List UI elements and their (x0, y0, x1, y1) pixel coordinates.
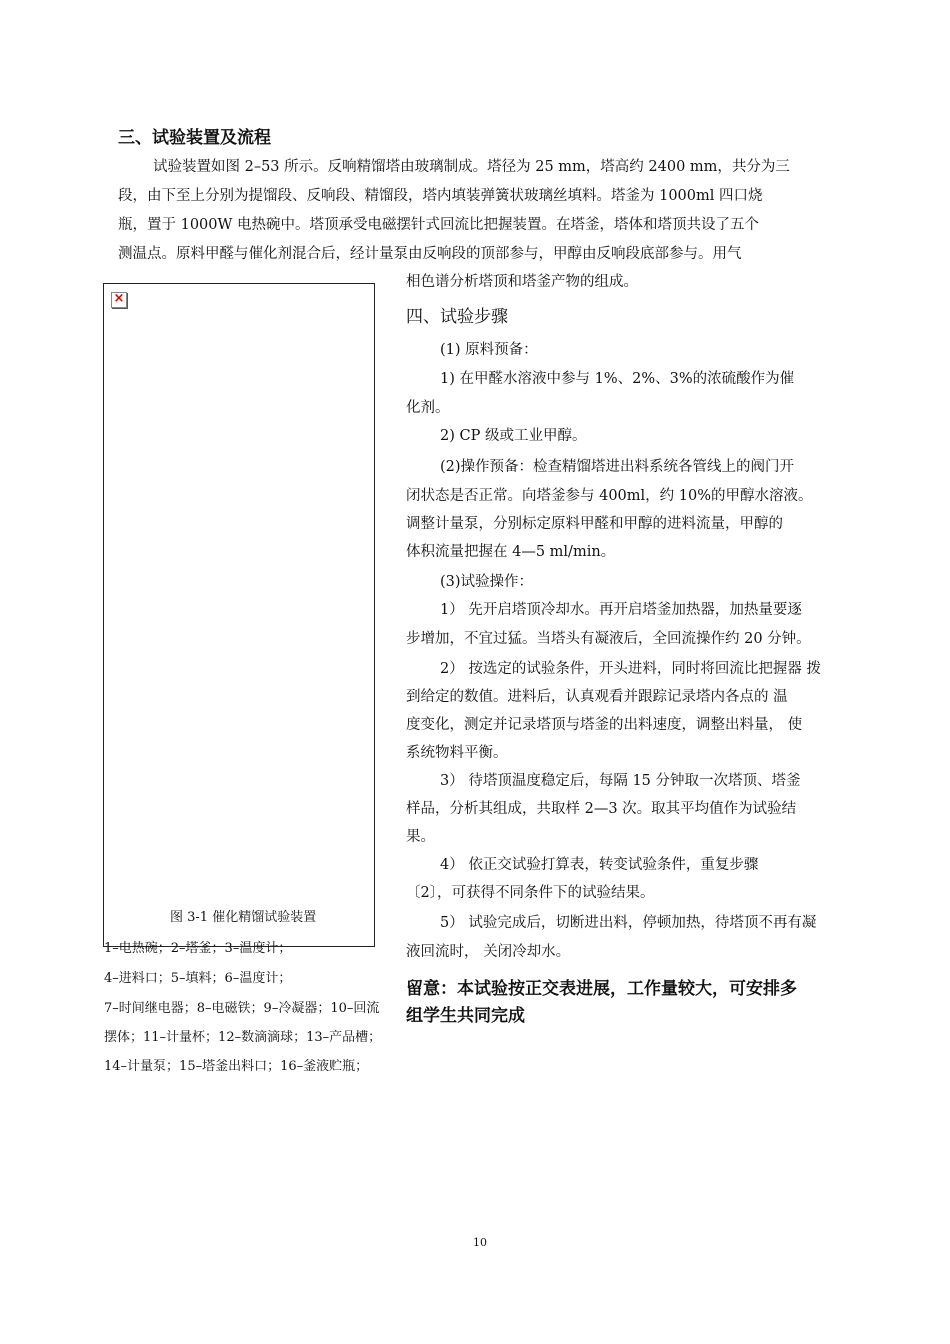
step-line-7: 调整计量泵，分别标定原料甲醛和甲醇的进料流量，甲醇的 (406, 516, 783, 532)
figure-legend-line-1: 1–电热碗；2–塔釜；3–温度计； (104, 941, 292, 956)
step-line-6: 闭状态是否正常。向塔釜参与 400ml，约 10%的甲醇水溶液。 (406, 488, 813, 504)
step-line-18: 果。 (406, 829, 435, 845)
step-line-8: 体积流量把握在 4—5 ml/min。 (406, 544, 616, 560)
step-line-5: (2)操作预备：检查精馏塔进出料系统各管线上的阀门开 (440, 459, 795, 475)
figure-caption: 图 3-1 催化精馏试验装置 (170, 910, 317, 925)
step-line-22: 液回流时， 关闭冷却水。 (406, 944, 571, 960)
figure-legend-line-3: 7–时间继电器；8–电磁铁；9–冷凝器；10–回流 (104, 1001, 380, 1016)
step-line-17: 样品，分析其组成，共取样 2—3 次。取其平均值作为试验结 (406, 801, 797, 817)
figure-frame (103, 283, 375, 947)
section-3-title: 三、试验装置及流程 (118, 128, 271, 148)
section-4-title: 四、试验步骤 (406, 307, 508, 327)
figure-legend-line-2: 4–进料口；5–填料；6–温度计； (104, 971, 292, 986)
section-3-line-3: 瓶，置于 1000W 电热碗中。塔顶承受电磁摆针式回流比把握装置。在塔釜，塔体和塔顶共设了五个 (118, 217, 760, 233)
section-3-line-2: 段，由下至上分别为提馏段、反响段、精馏段，塔内填装弹簧状玻璃丝填料。塔釜为 1000ml 四口烧 (118, 188, 763, 204)
section-3-line-1: 试验装置如图 2–53 所示。反响精馏塔由玻璃制成。塔径为 25 mm，塔高约 2400 mm，共分为三 (153, 159, 790, 175)
broken-image-icon: × (111, 292, 127, 308)
step-line-12: 2） 按选定的试验条件，开头进料，同时将回流比把握器 拨 (440, 661, 821, 677)
page-number: 10 (473, 1236, 487, 1249)
step-line-4: 2) CP 级或工业甲醇。 (440, 428, 587, 444)
figure-legend-line-4: 摆体；11–计量杯；12–数滴滴球；13–产品槽； (104, 1030, 382, 1045)
step-line-14: 度变化，测定并记录塔顶与塔釜的出料速度，调整出料量， 使 (406, 717, 803, 733)
step-line-1: (1) 原料预备： (440, 342, 538, 358)
step-line-9: (3)试验操作： (440, 574, 534, 590)
section-3-line-4: 测温点。原料甲醛与催化剂混合后，经计量泵由反响段的顶部参与，甲醇由反响段底部参与。用气 (118, 246, 742, 262)
step-line-2: 1) 在甲醛水溶液中参与 1%、2%、3%的浓硫酸作为催 (440, 371, 795, 387)
step-line-13: 到给定的数值。进料后，认真观看并跟踪记录塔内各点的 温 (406, 689, 788, 705)
step-line-3: 化剂。 (406, 400, 450, 416)
section-3-line-5: 相色谱分析塔顶和塔釜产物的组成。 (406, 274, 638, 290)
step-line-15: 系统物料平衡。 (406, 745, 508, 761)
note-line-2: 组学生共同完成 (406, 1006, 525, 1026)
step-line-19: 4） 依正交试验打算表，转变试验条件，重复步骤 (440, 857, 759, 873)
step-line-21: 5） 试验完成后，切断进出料，停顿加热，待塔顶不再有凝 (440, 915, 817, 931)
figure-legend-line-5: 14–计量泵；15–塔釜出料口；16–釜液贮瓶； (104, 1059, 369, 1074)
step-line-10: 1） 先开启塔顶冷却水。再开启塔釜加热器，加热量要逐 (440, 602, 802, 618)
note-line-1: 留意：本试验按正交表进展，工作量较大，可安排多 (406, 979, 797, 999)
step-line-16: 3） 待塔顶温度稳定后，每隔 15 分钟取一次塔顶、塔釜 (440, 773, 801, 789)
step-line-20: 〔2〕，可获得不同条件下的试验结果。 (406, 885, 655, 901)
step-line-11: 步增加，不宜过猛。当塔头有凝液后，全回流操作约 20 分钟。 (406, 631, 811, 647)
